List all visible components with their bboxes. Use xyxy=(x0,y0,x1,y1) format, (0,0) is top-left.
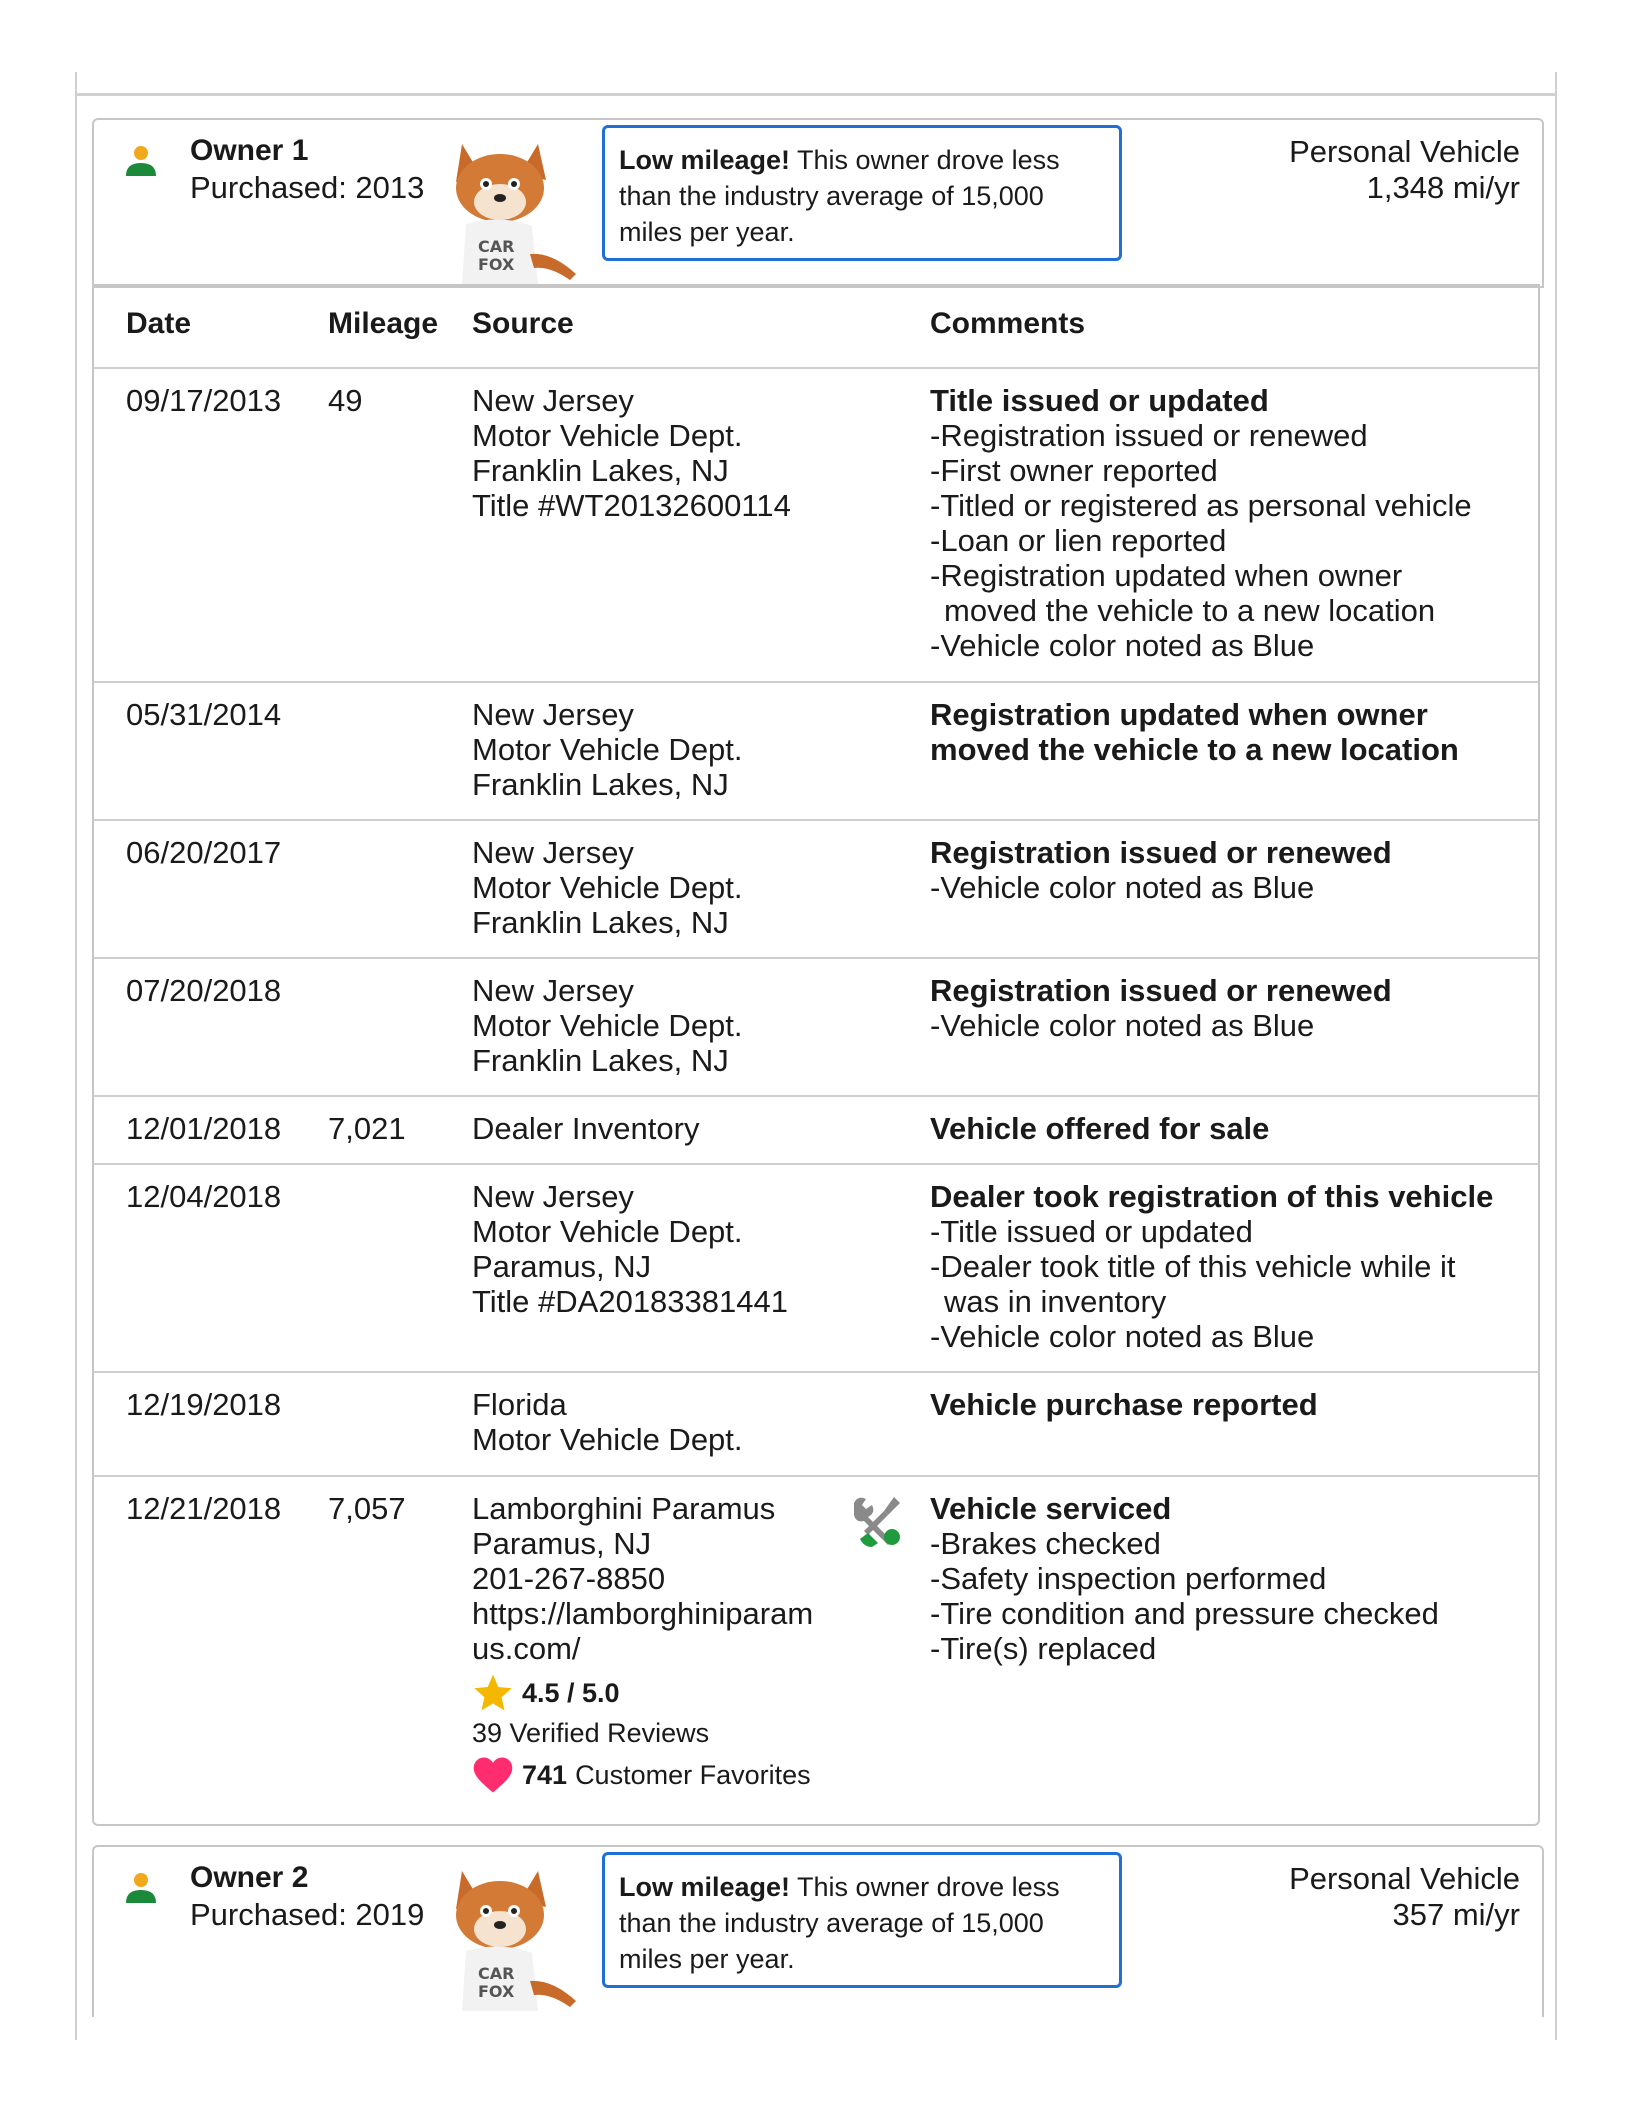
table-row xyxy=(94,1475,1538,1825)
fox-shirt-text-1: CAR xyxy=(478,1964,515,1983)
row-mileage: 49 xyxy=(328,383,363,418)
comment-item: -Brakes checked xyxy=(930,1526,1161,1561)
row-source xyxy=(472,835,872,940)
dealer-website-link[interactable]: https://lamborghiniparam xyxy=(472,1596,814,1631)
row-source xyxy=(472,1491,872,1795)
comment-item: -Safety inspection performed xyxy=(930,1561,1327,1596)
frame-left-border xyxy=(75,72,77,2040)
favorites-count: 741 xyxy=(522,1759,568,1790)
favorites-label: Customer Favorites xyxy=(575,1759,811,1790)
owner-title: Owner 1 xyxy=(190,134,309,167)
comment-head: Vehicle serviced xyxy=(930,1491,1172,1526)
note-bold: Low mileage! xyxy=(619,1872,791,1902)
comment-item: -Title issued or updated xyxy=(930,1214,1253,1249)
comment-item: -Tire(s) replaced xyxy=(930,1631,1157,1666)
source-line: Paramus, NJ xyxy=(472,1526,652,1561)
usage-type: Personal Vehicle xyxy=(1289,1861,1520,1896)
owner-2-header xyxy=(92,1845,1544,2017)
source-line: Franklin Lakes, NJ xyxy=(472,1043,729,1078)
source-line: New Jersey xyxy=(472,697,634,732)
source-line: Title #DA20183381441 xyxy=(472,1284,788,1319)
comment-head: Vehicle purchase reported xyxy=(930,1387,1318,1422)
comment-head: Dealer took registration of this vehicle xyxy=(930,1179,1494,1214)
comment-item: -Vehicle color noted as Blue xyxy=(930,870,1315,905)
table-header xyxy=(94,287,1538,369)
low-mileage-note xyxy=(602,125,1122,261)
table-row xyxy=(94,1095,1538,1165)
fox-shirt-text-2: FOX xyxy=(478,1982,515,2001)
row-date: 05/31/2014 xyxy=(126,697,282,732)
frame-top-border xyxy=(75,93,1557,96)
source-line: Florida xyxy=(472,1387,567,1422)
source-line: Paramus, NJ xyxy=(472,1249,652,1284)
verified-reviews-link[interactable]: 39 Verified Reviews xyxy=(472,1718,710,1748)
comment-item: -Loan or lien reported xyxy=(930,523,1227,558)
owner-purchased: Purchased: 2013 xyxy=(190,170,425,205)
star-icon xyxy=(472,1672,514,1714)
row-comments xyxy=(930,973,1520,1043)
rating-score: 4.5 / 5.0 xyxy=(522,1677,620,1708)
table-row xyxy=(94,1163,1538,1373)
comment-item: -Dealer took title of this vehicle while it was in inventory xyxy=(930,1249,1456,1319)
comment-head: Registration issued or renewed xyxy=(930,835,1392,870)
row-source xyxy=(472,973,872,1078)
person-icon xyxy=(124,144,158,178)
source-line: Motor Vehicle Dept. xyxy=(472,418,743,453)
row-source xyxy=(472,1111,872,1146)
header-mileage: Mileage xyxy=(328,307,439,340)
usage-miles: 357 mi/yr xyxy=(1392,1897,1520,1932)
source-line: 201-267-8850 xyxy=(472,1561,666,1596)
row-comments xyxy=(930,1179,1520,1354)
source-line: New Jersey xyxy=(472,383,634,418)
history-table xyxy=(92,284,1540,1826)
source-line: New Jersey xyxy=(472,973,634,1008)
customer-favorites xyxy=(472,1755,872,1795)
usage-summary xyxy=(1289,1861,1520,1933)
row-comments xyxy=(930,697,1520,767)
table-row xyxy=(94,1371,1538,1477)
source-line: Dealer Inventory xyxy=(472,1111,700,1146)
source-line: Motor Vehicle Dept. xyxy=(472,732,743,767)
note-text: This owner drove less than the industry average of 15,000 miles per year. xyxy=(619,145,1060,247)
person-icon xyxy=(124,1871,158,1905)
row-source xyxy=(472,1387,872,1457)
comment-head: moved the vehicle to a new location xyxy=(930,732,1459,767)
table-row xyxy=(94,819,1538,959)
row-comments xyxy=(930,1111,1520,1146)
comment-head: Registration updated when owner xyxy=(930,697,1428,732)
row-source xyxy=(472,697,872,802)
table-row xyxy=(94,681,1538,821)
comment-item: -Vehicle color noted as Blue xyxy=(930,1319,1315,1354)
row-source xyxy=(472,1179,872,1319)
header-source: Source xyxy=(472,307,574,340)
row-comments xyxy=(930,1491,1520,1666)
carfox-mascot-icon xyxy=(442,134,580,286)
source-line: Franklin Lakes, NJ xyxy=(472,905,729,940)
source-line: Motor Vehicle Dept. xyxy=(472,1008,743,1043)
comment-item: -First owner reported xyxy=(930,453,1218,488)
comment-head: Registration issued or renewed xyxy=(930,973,1392,1008)
note-text: This owner drove less than the industry average of 15,000 miles per year. xyxy=(619,1872,1060,1974)
row-date: 09/17/2013 xyxy=(126,383,282,418)
source-line: Title #WT20132600114 xyxy=(472,488,791,523)
row-date: 06/20/2017 xyxy=(126,835,282,870)
row-date: 12/01/2018 xyxy=(126,1111,282,1146)
source-line: New Jersey xyxy=(472,835,634,870)
comment-item: -Registration issued or renewed xyxy=(930,418,1368,453)
heart-icon xyxy=(472,1755,514,1795)
fox-shirt-text-2: FOX xyxy=(478,255,515,274)
carfox-mascot-icon xyxy=(442,1861,580,2013)
comment-item: -Vehicle color noted as Blue xyxy=(930,628,1315,663)
table-row xyxy=(94,957,1538,1097)
note-bold: Low mileage! xyxy=(619,145,791,175)
owner-title: Owner 2 xyxy=(190,1861,309,1894)
dealer-rating xyxy=(472,1672,872,1714)
row-mileage: 7,057 xyxy=(328,1491,406,1526)
fox-shirt-text-1: CAR xyxy=(478,237,515,256)
row-comments xyxy=(930,1387,1520,1422)
comment-head: Vehicle offered for sale xyxy=(930,1111,1270,1146)
header-comments: Comments xyxy=(930,307,1086,340)
source-line: New Jersey xyxy=(472,1179,634,1214)
row-date: 12/19/2018 xyxy=(126,1387,282,1422)
table-row xyxy=(94,367,1538,683)
comment-head: Title issued or updated xyxy=(930,383,1269,418)
owner-1-header xyxy=(92,118,1544,288)
source-line: Motor Vehicle Dept. xyxy=(472,1214,743,1249)
usage-summary xyxy=(1289,134,1520,206)
dealer-website-link[interactable]: us.com/ xyxy=(472,1631,581,1666)
comment-item: -Tire condition and pressure checked xyxy=(930,1596,1439,1631)
row-date: 07/20/2018 xyxy=(126,973,282,1008)
source-line: Franklin Lakes, NJ xyxy=(472,453,729,488)
row-source xyxy=(472,383,872,523)
comment-item: -Titled or registered as personal vehicle xyxy=(930,488,1472,523)
source-line: Motor Vehicle Dept. xyxy=(472,870,743,905)
row-date: 12/21/2018 xyxy=(126,1491,282,1526)
comment-item: -Vehicle color noted as Blue xyxy=(930,1008,1315,1043)
comment-item: -Registration updated when owner moved the vehicle to a new location xyxy=(930,558,1436,628)
row-mileage: 7,021 xyxy=(328,1111,406,1146)
source-line: Franklin Lakes, NJ xyxy=(472,767,729,802)
usage-miles: 1,348 mi/yr xyxy=(1366,170,1520,205)
owner-purchased: Purchased: 2019 xyxy=(190,1897,425,1932)
frame-right-border xyxy=(1555,72,1557,2040)
wrench-screwdriver-icon xyxy=(848,1493,904,1549)
row-comments xyxy=(930,835,1520,905)
source-line: Lamborghini Paramus xyxy=(472,1491,776,1526)
usage-type: Personal Vehicle xyxy=(1289,134,1520,169)
header-date: Date xyxy=(126,307,192,340)
source-line: Motor Vehicle Dept. xyxy=(472,1422,743,1457)
row-date: 12/04/2018 xyxy=(126,1179,282,1214)
low-mileage-note xyxy=(602,1852,1122,1988)
row-comments xyxy=(930,383,1520,663)
